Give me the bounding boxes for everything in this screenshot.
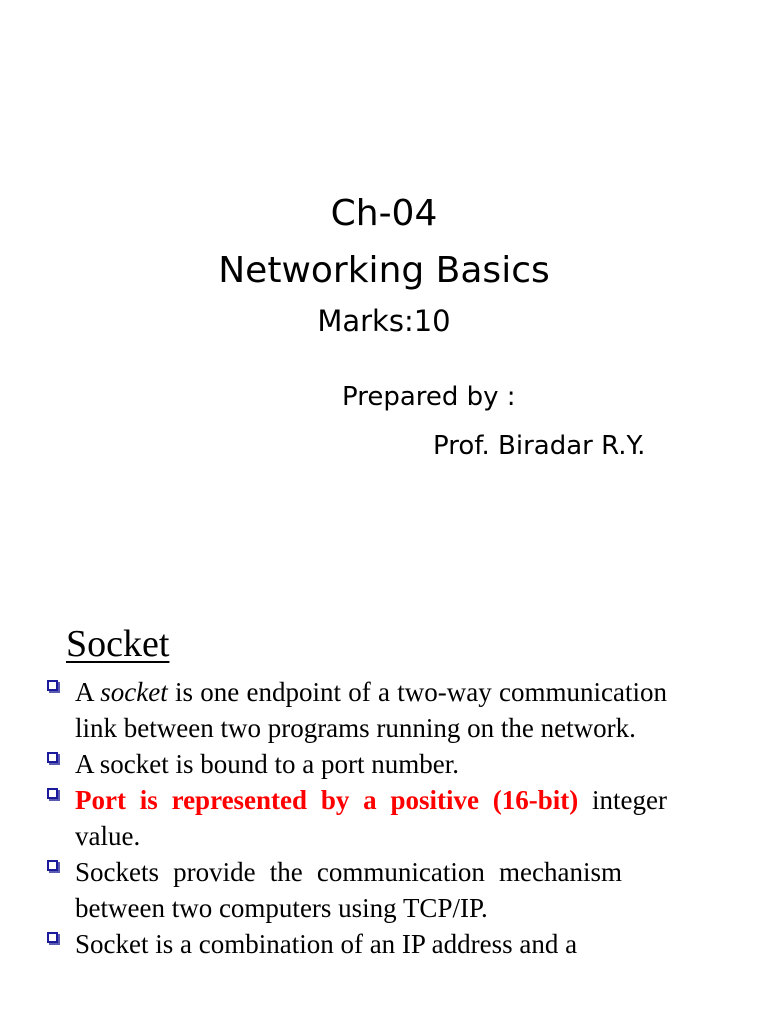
bullet-item [0, 782, 768, 854]
bullet-list [0, 674, 768, 962]
socket-term: socket [100, 677, 168, 707]
bullet-item [0, 746, 768, 782]
highlighted-text: Port is represented by a positive (16-bit) [75, 785, 579, 815]
marks-label: Marks:10 [317, 304, 451, 338]
bullet-text: A socket is bound to a port number. [75, 749, 459, 779]
socket-slide [0, 576, 768, 1024]
bullet-text-start: A [75, 677, 101, 707]
chapter-label: Ch-04 [330, 193, 438, 234]
hollow-square-bullet-icon [47, 860, 58, 871]
slide-title: Networking Basics [218, 250, 550, 291]
bullet-text: Sockets provide the communication mechanism between two computers using TCP/IP. [75, 857, 622, 923]
author-name: Prof. Biradar R.Y. [433, 431, 646, 461]
hollow-square-bullet-icon [47, 752, 58, 763]
hollow-square-bullet-icon [47, 680, 58, 691]
bullet-text [75, 782, 667, 854]
bullet-item [0, 854, 768, 926]
prepared-by-label: Prepared by : [342, 382, 516, 412]
slide-heading: Socket [66, 623, 170, 665]
hollow-square-bullet-icon [47, 932, 58, 943]
bullet-item [0, 926, 768, 962]
bullet-text-end: integer value. [75, 785, 667, 851]
hollow-square-bullet-icon [47, 788, 58, 799]
bullet-text: Socket is a combination of an IP address and a [75, 929, 578, 959]
bullet-text [75, 674, 667, 746]
bullet-text-end: is one endpoint of a two-way communication link between two programs running on the network. [75, 677, 667, 743]
bullet-item [0, 674, 768, 746]
